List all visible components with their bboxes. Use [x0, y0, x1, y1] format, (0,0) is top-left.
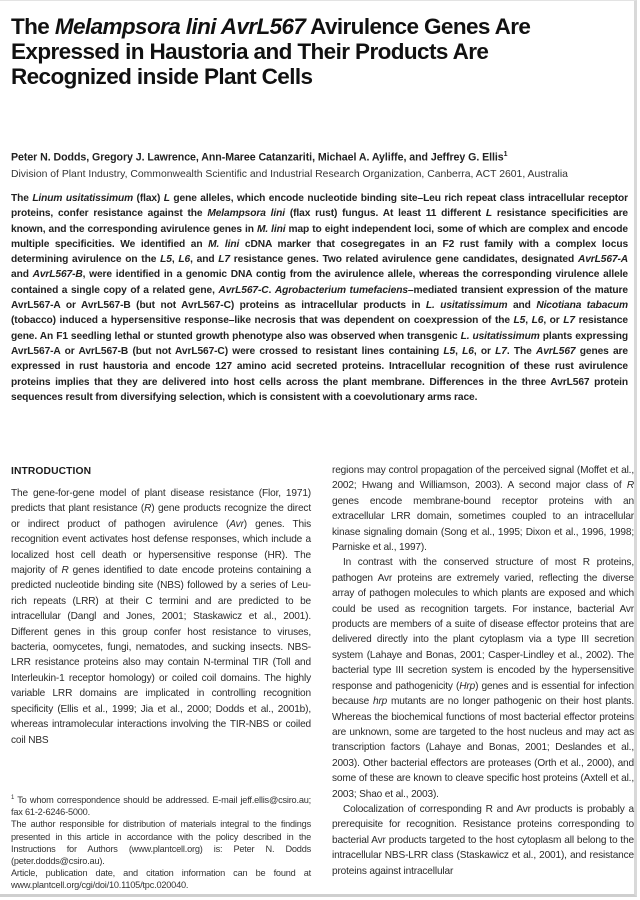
italic-term: L7: [563, 315, 575, 327]
text-run: mutants are no longer pathogenic on their host plants. Whereas the biochemical functions of most bacterial effector proteins are unknown, some are targeted to the host nucleus and may act as transcription factors (Lahaye and Bonas, 2001; Deslandes et al., 2003). Other bacterial effectors are proteases (Orth et al., 2000), and some of these are known to cleave specific host proteins (Axtell et al., 2003; Shao et al., 2003).: [332, 696, 634, 800]
text-run: genes are expressed in rust haustoria and encode 127 amino acid secreted proteins. Intracellular recognition of these rust avirulence proteins implies that they are delivered into host cells across the plant membrane. Differences in the three AvrL567 protein sequences result from diversifying selection, which is consistent with a coevolutionary arms race.: [11, 345, 628, 403]
title-line-2: Expressed in Haustoria and Their Products Are: [11, 39, 489, 64]
text-run: ) genes and is essential for infection because: [332, 680, 634, 708]
italic-term: L6: [178, 254, 191, 266]
italic-term: R: [144, 503, 152, 515]
left-column: [11, 463, 311, 748]
text-run: gene alleles, which encode nucleotide binding site–Leu rich repeat class intracellular receptor proteins, confer resistance against the: [11, 193, 628, 220]
text-run: , were identified in a genomic DNA contig from the avirulence allele, whereas the corresponding virulence allele contained a single copy of a related gene,: [11, 269, 628, 296]
text-run: . The: [506, 345, 536, 357]
footnote-citation-info: Article, publication date, and citation information can be found at www.plantcell.org/cgi/doi/10.1105/tpc.020040.: [11, 868, 311, 891]
italic-term: L5: [443, 345, 456, 357]
italic-term: L6: [531, 315, 544, 327]
footnote-responsible-author: The author responsible for distribution of materials integral to the findings presented in this article in accordance with the policy described in the Instructions for Authors (www.plantcell.org) is: Peter N. Dodds (peter.dodds@csiro.au).: [11, 819, 311, 867]
text-run: and: [507, 300, 537, 312]
italic-term: Melampsora lini: [207, 208, 285, 220]
text-run: ,: [171, 254, 179, 266]
italic-term: L. usitatissimum: [460, 330, 540, 342]
italic-term: AvrL567: [535, 345, 576, 357]
text-run: resistance specificities are known, and the corresponding avirulence genes in: [11, 208, 628, 235]
text-run: , or: [473, 345, 496, 357]
author-list: Peter N. Dodds, Gregory J. Lawrence, Ann-Maree Catanzariti, Michael A. Ayliffe, and Jeffrey G. Ellis$^1$: [11, 151, 508, 164]
text-run: and: [11, 269, 33, 281]
italic-term: L6: [462, 345, 474, 357]
text-run: (flax rust) fungus. At least 11 different: [284, 208, 486, 220]
text-run: map to eight independent loci, some of which are complex and encode multiple specificities. We identified an: [11, 223, 628, 250]
italic-term: Avr: [229, 518, 244, 530]
text-run: genes identified to date encode proteins containing a predicted nucleotide binding site (NBS) followed by a series of Leu-rich repeats (LRR) at their C termini and are predicted to be intracellular (Dangl and Jones, 2001; Staskawicz et al., 2001). Different genes in this group confer host resistance to viruses, bacteria, oomycetes, fungi, nematodes, and sucking insects. NBS-LRR resistance proteins also may contain N-terminal TIR (Toll and Interleukin-1 receptor homology) or coiled coil domains. The highly variable LRR domains are implicated in controlling recognition specificity (Ellis et al., 1999; Jia et al., 2000; Dodds et al., 2001b), whereas intramolecular interactions involving the TIR-NBS or coiled coil NBS: [11, 565, 312, 746]
italic-term: AvrL567-B: [32, 269, 83, 281]
text-run: cDNA marker that cosegregates in an F2 rust family with a complex locus determining avirulence on the: [11, 238, 629, 266]
abstract: [11, 191, 628, 405]
italic-term: L: [163, 193, 170, 204]
text-run: The gene-for-gene model of plant disease resistance (Flor, 1971) predicts that plant resistance (: [11, 488, 311, 515]
italic-term: AvrL567-A: [577, 254, 629, 266]
italic-term: hrp: [373, 696, 388, 708]
text-run: –mediated transient expression of the mature AvrL567-A or AvrL567-B (but not AvrL567-C) proteins as intracellular products in: [11, 284, 628, 312]
title-line-1: The Melampsora lini AvrL567 Avirulence Genes Are: [11, 14, 531, 39]
italic-term: Hrp: [459, 680, 476, 692]
intro-paragraph-1: [11, 486, 311, 748]
text-run: ) gene products recognize the direct or indirect product of pathogen avirulence (: [11, 503, 311, 530]
text-run: resistance gene. An F1 seedling lethal or stunted growth phenotype also was observed when transgenic: [11, 315, 628, 342]
italic-term: L: [485, 208, 492, 220]
italic-term: R: [626, 480, 634, 492]
intro-paragraph-2: [332, 555, 634, 802]
article-title: [11, 14, 611, 89]
text-run: , or: [543, 315, 564, 327]
intro-paragraph-continued: [332, 463, 634, 555]
text-run: ) genes. This recognition event activates host defense responses, which include a localized host cell death or hypersensitive response (HR). The majority of: [11, 518, 312, 577]
text-run: regions may control propagation of the perceived signal (Moffet et al., 2002; Hwang and Williamson, 2003). A second major class of: [332, 465, 634, 492]
section-heading-introduction: INTRODUCTION: [11, 466, 92, 477]
italic-term: R: [61, 565, 69, 577]
italic-term: L. usitatissimum: [425, 300, 508, 312]
italic-term: M. lini: [256, 223, 286, 235]
italic-term: L5: [513, 315, 526, 327]
intro-paragraph-3: [332, 802, 634, 879]
text-run: The: [11, 193, 33, 204]
footnote-correspondence: $^1$ To whom correspondence should be addressed. E-mail jeff.ellis@csiro.au; fax 61-2-6246-5000.: [11, 795, 311, 818]
text-run: .: [268, 284, 275, 296]
text-run: (tobacco) induced a hypersensitive response–like necrosis that was dependent on coexpression of the: [11, 315, 514, 327]
affiliation: Division of Plant Industry, Commonwealth Scientific and Industrial Research Organization, Canberra, ACT 2601, Australia: [11, 169, 568, 180]
text-run: plants expressing AvrL567-A or AvrL567-B (but not AvrL567-C) were crossed to resistant lines containing: [11, 330, 628, 357]
footnote-mark: 1: [503, 151, 508, 158]
italic-term: L7: [218, 254, 230, 266]
title-line-3: Recognized inside Plant Cells: [11, 64, 313, 89]
text-run: ,: [525, 315, 532, 327]
text-run: , and: [190, 254, 219, 266]
italic-term: Linum usitatissimum: [32, 193, 134, 204]
right-column: [332, 463, 634, 879]
text-run: genes encode membrane-bound receptor proteins with an extracellular LRR domain, sometimes coupled to an intracellular kinase signaling domain (Song et al., 1995; Dixon et al., 1996, 1998; Parniske et al., 1997).: [332, 495, 634, 554]
italic-term: L5: [160, 254, 172, 266]
italic-term: M. lini: [208, 238, 240, 250]
text-run: ,: [455, 345, 463, 357]
italic-term: L7: [495, 345, 507, 357]
text-run: In contrast with the conserved structure of most R proteins, pathogen Avr proteins are extremely varied, reflecting the diverse array of pathogen molecules to which plants are exposed and which could be used as recognition targets. For instance, bacterial Avr products are members of a suite of disease effector proteins that are delivered directly into the plant cytoplasm via a type III secretion system (Lahaye and Bonas, 2001; Casper-Lindley et al., 2002). The bacterial type III secretion system is encoded by the hypersensitive response and pathogenicity (: [332, 557, 634, 692]
footnotes: [11, 792, 311, 892]
text-run: (flax): [133, 193, 164, 204]
text-run: resistance genes. Two related avirulence gene candidates, designated: [229, 254, 578, 266]
italic-term: AvrL567-C: [218, 284, 269, 296]
text-run: Colocalization of corresponding R and Avr products is probably a prerequisite for recognition. Resistance proteins corresponding to bacterial Avr products targeted to the host cytoplasm all belong to the intracellular NBS-LRR class (Staskawicz et al., 2001), and resistance proteins against intracellular: [332, 803, 634, 877]
italic-term: Agrobacterium tumefaciens: [274, 284, 408, 296]
italic-term: Nicotiana tabacum: [536, 300, 628, 312]
